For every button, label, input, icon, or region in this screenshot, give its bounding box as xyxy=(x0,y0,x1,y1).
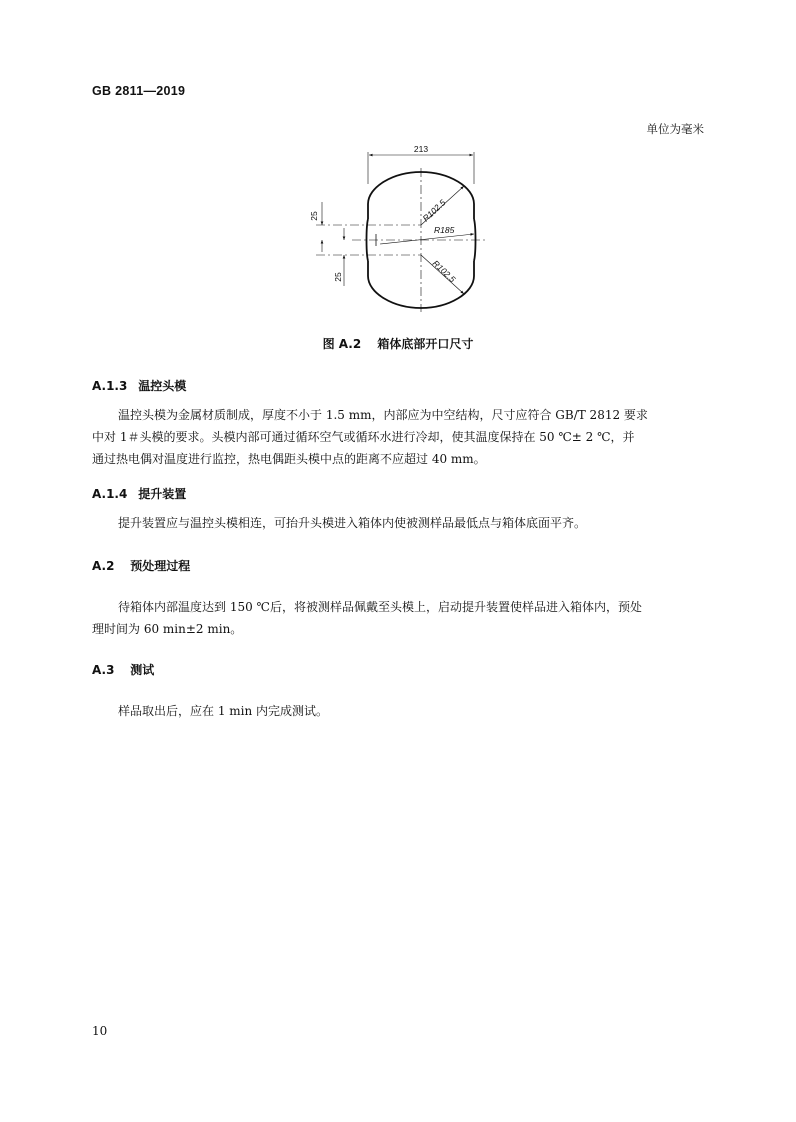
section-title: 提升装置 xyxy=(138,487,187,501)
page-number: 10 xyxy=(92,1024,108,1038)
section-heading-a14 xyxy=(92,485,186,502)
section-number: A.2 xyxy=(92,559,115,573)
center-radius-label: R185 xyxy=(434,225,455,235)
lower-radius-label: R102.5 xyxy=(430,258,458,285)
center-radius-line xyxy=(380,234,474,244)
standard-code: GB 2811—2019 xyxy=(92,84,186,98)
section-body-a14 xyxy=(92,512,704,534)
figure-opening-drawing xyxy=(296,140,506,315)
section-number: A.1.4 xyxy=(92,487,128,501)
section-heading-a13 xyxy=(92,377,186,394)
body-line: 待箱体内部温度达到 150 ℃后，将被测样品佩戴至头模上，启动提升装置使样品进入箱体内，预处 xyxy=(118,600,642,614)
opening-diagram xyxy=(296,140,506,315)
body-line: 通过热电偶对温度进行监控，热电偶距头模中点的距离不应超过 40 mm。 xyxy=(92,452,486,466)
figure-caption xyxy=(0,335,796,352)
section-number: A.3 xyxy=(92,663,115,677)
section-title: 预处理过程 xyxy=(130,559,191,573)
body-line: 样品取出后，应在 1 min 内完成测试。 xyxy=(118,704,329,718)
figure-caption-title: 箱体底部开口尺寸 xyxy=(377,337,474,351)
figure-caption-label: 图 A.2 xyxy=(322,337,362,351)
top-offset-label: 25 xyxy=(309,211,319,221)
body-line: 提升装置应与温控头模相连，可抬升头模进入箱体内使被测样品最低点与箱体底面平齐。 xyxy=(118,516,587,530)
section-title: 测试 xyxy=(130,663,155,677)
width-dimension-label: 213 xyxy=(413,144,429,154)
body-line: 温控头模为金属材质制成，厚度不小于 1.5 mm，内部应为中空结构，尺寸应符合 GB/T 2812 要求 xyxy=(118,408,648,422)
section-body-a13 xyxy=(92,404,704,470)
body-line: 理时间为 60 min±2 min。 xyxy=(92,622,243,636)
upper-radius-label: R102.5 xyxy=(420,197,448,224)
section-title: 温控头模 xyxy=(138,379,187,393)
section-body-a3 xyxy=(92,700,704,722)
section-heading-a2 xyxy=(92,557,190,574)
section-heading-a3 xyxy=(92,661,154,678)
body-line: 中对 1＃头模的要求。头模内部可通过循环空气或循环水进行冷却，使其温度保持在 50 ℃± 2 ℃，并 xyxy=(92,430,635,444)
section-body-a2 xyxy=(92,596,704,640)
unit-note: 单位为毫米 xyxy=(646,122,704,136)
bottom-offset-label: 25 xyxy=(333,272,343,282)
section-number: A.1.3 xyxy=(92,379,128,393)
